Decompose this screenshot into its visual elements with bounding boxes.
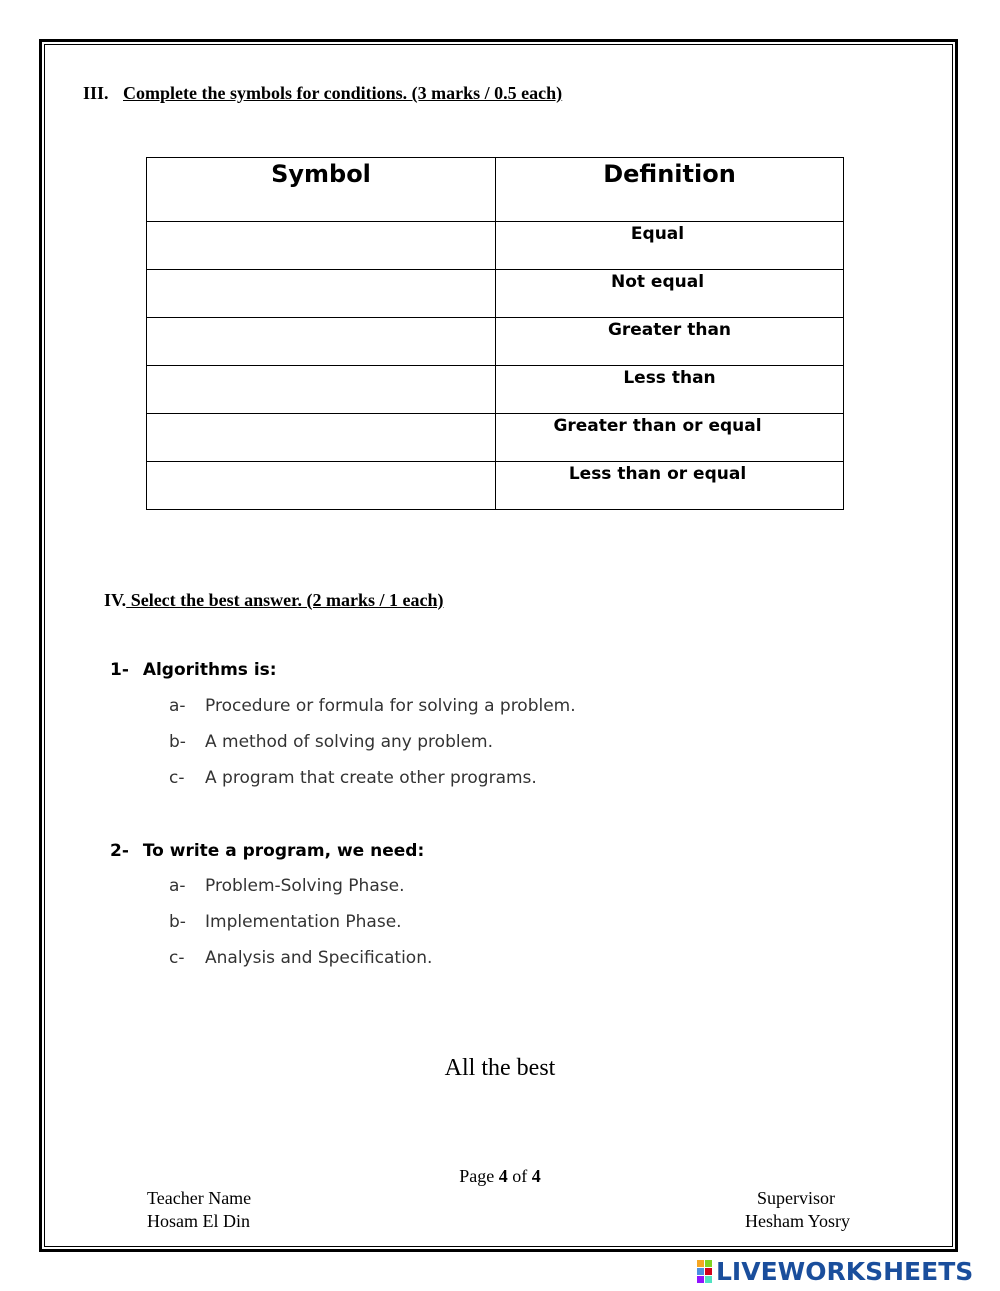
logo-block	[705, 1268, 712, 1275]
table-row	[147, 414, 844, 462]
table-row	[147, 462, 844, 510]
page-prefix: Page	[459, 1166, 499, 1186]
logo-text: LIVEWORKSHEETS	[716, 1256, 974, 1286]
table-row	[147, 366, 844, 414]
question-text: To write a program, we need:	[142, 841, 425, 861]
question-1-option-b[interactable]	[169, 732, 493, 752]
question-number: 1-	[110, 660, 129, 680]
definition-text: Greater than or equal	[553, 416, 762, 436]
table-row	[147, 222, 844, 270]
definition-text: Less than	[623, 368, 716, 388]
question-2-option-a[interactable]	[169, 876, 404, 896]
closing-text: All the best	[444, 1055, 556, 1081]
option-text: Analysis and Specification.	[205, 948, 433, 968]
definition-text: Greater than	[607, 320, 732, 340]
logo-block	[697, 1276, 704, 1283]
question-1-option-c[interactable]	[169, 768, 537, 788]
definition-cell	[496, 270, 844, 318]
supervisor-label: Supervisor	[757, 1188, 835, 1208]
option-text: Problem-Solving Phase.	[205, 876, 405, 896]
logo-block	[705, 1260, 712, 1267]
option-letter: b-	[169, 732, 186, 752]
section-4-title: Select the best answer. (2 marks / 1 each)	[126, 590, 444, 610]
question-1	[110, 660, 277, 680]
page-number	[0, 1166, 1000, 1187]
definition-cell	[496, 366, 844, 414]
teacher-name: Hosam El Din	[147, 1211, 250, 1231]
logo-blocks-icon	[697, 1260, 712, 1283]
section-3-heading	[83, 83, 562, 104]
section-3-number: III.	[83, 83, 109, 103]
logo-block	[697, 1260, 704, 1267]
option-letter: c-	[169, 948, 185, 968]
symbol-cell-greater-than[interactable]	[147, 318, 496, 366]
symbol-cell-less-than[interactable]	[147, 366, 496, 414]
definition-text: Less than or equal	[568, 464, 747, 484]
header-symbol: Symbol	[147, 158, 496, 222]
definition-text: Equal	[630, 224, 685, 244]
option-text: Implementation Phase.	[205, 912, 402, 932]
definition-cell	[496, 462, 844, 510]
liveworksheets-logo	[697, 1258, 973, 1284]
table-row	[147, 318, 844, 366]
option-text: A method of solving any problem.	[205, 732, 494, 752]
question-text: Algorithms is:	[142, 660, 277, 680]
page-current: 4	[498, 1166, 508, 1186]
option-letter: a-	[169, 696, 186, 716]
question-number: 2-	[110, 841, 129, 861]
question-1-option-a[interactable]	[169, 696, 576, 716]
question-2-option-b[interactable]	[169, 912, 402, 932]
section-4-heading	[104, 590, 443, 611]
question-2-option-c[interactable]	[169, 948, 432, 968]
symbol-cell-greater-or-equal[interactable]	[147, 414, 496, 462]
definition-cell	[496, 414, 844, 462]
section-3-title: Complete the symbols for conditions. (3 marks / 0.5 each)	[123, 83, 563, 103]
option-letter: a-	[169, 876, 186, 896]
header-definition: Definition	[496, 158, 844, 222]
page-total: 4	[531, 1166, 541, 1186]
option-letter: b-	[169, 912, 186, 932]
symbol-cell-equal[interactable]	[147, 222, 496, 270]
question-2	[110, 841, 424, 861]
symbols-table	[146, 157, 844, 510]
table-row	[147, 270, 844, 318]
definition-cell	[496, 222, 844, 270]
section-4-number: IV.	[104, 590, 127, 610]
logo-block	[697, 1268, 704, 1275]
page-of: of	[507, 1166, 532, 1186]
table-header-row	[147, 158, 844, 222]
teacher-label: Teacher Name	[147, 1188, 252, 1208]
logo-block	[705, 1276, 712, 1283]
symbol-cell-less-or-equal[interactable]	[147, 462, 496, 510]
option-text: A program that create other programs.	[205, 768, 537, 788]
option-text: Procedure or formula for solving a problem.	[205, 696, 576, 716]
option-letter: c-	[169, 768, 185, 788]
supervisor-name: Hesham Yosry	[744, 1211, 850, 1231]
definition-text: Not equal	[610, 272, 705, 292]
symbol-cell-not-equal[interactable]	[147, 270, 496, 318]
definition-cell	[496, 318, 844, 366]
